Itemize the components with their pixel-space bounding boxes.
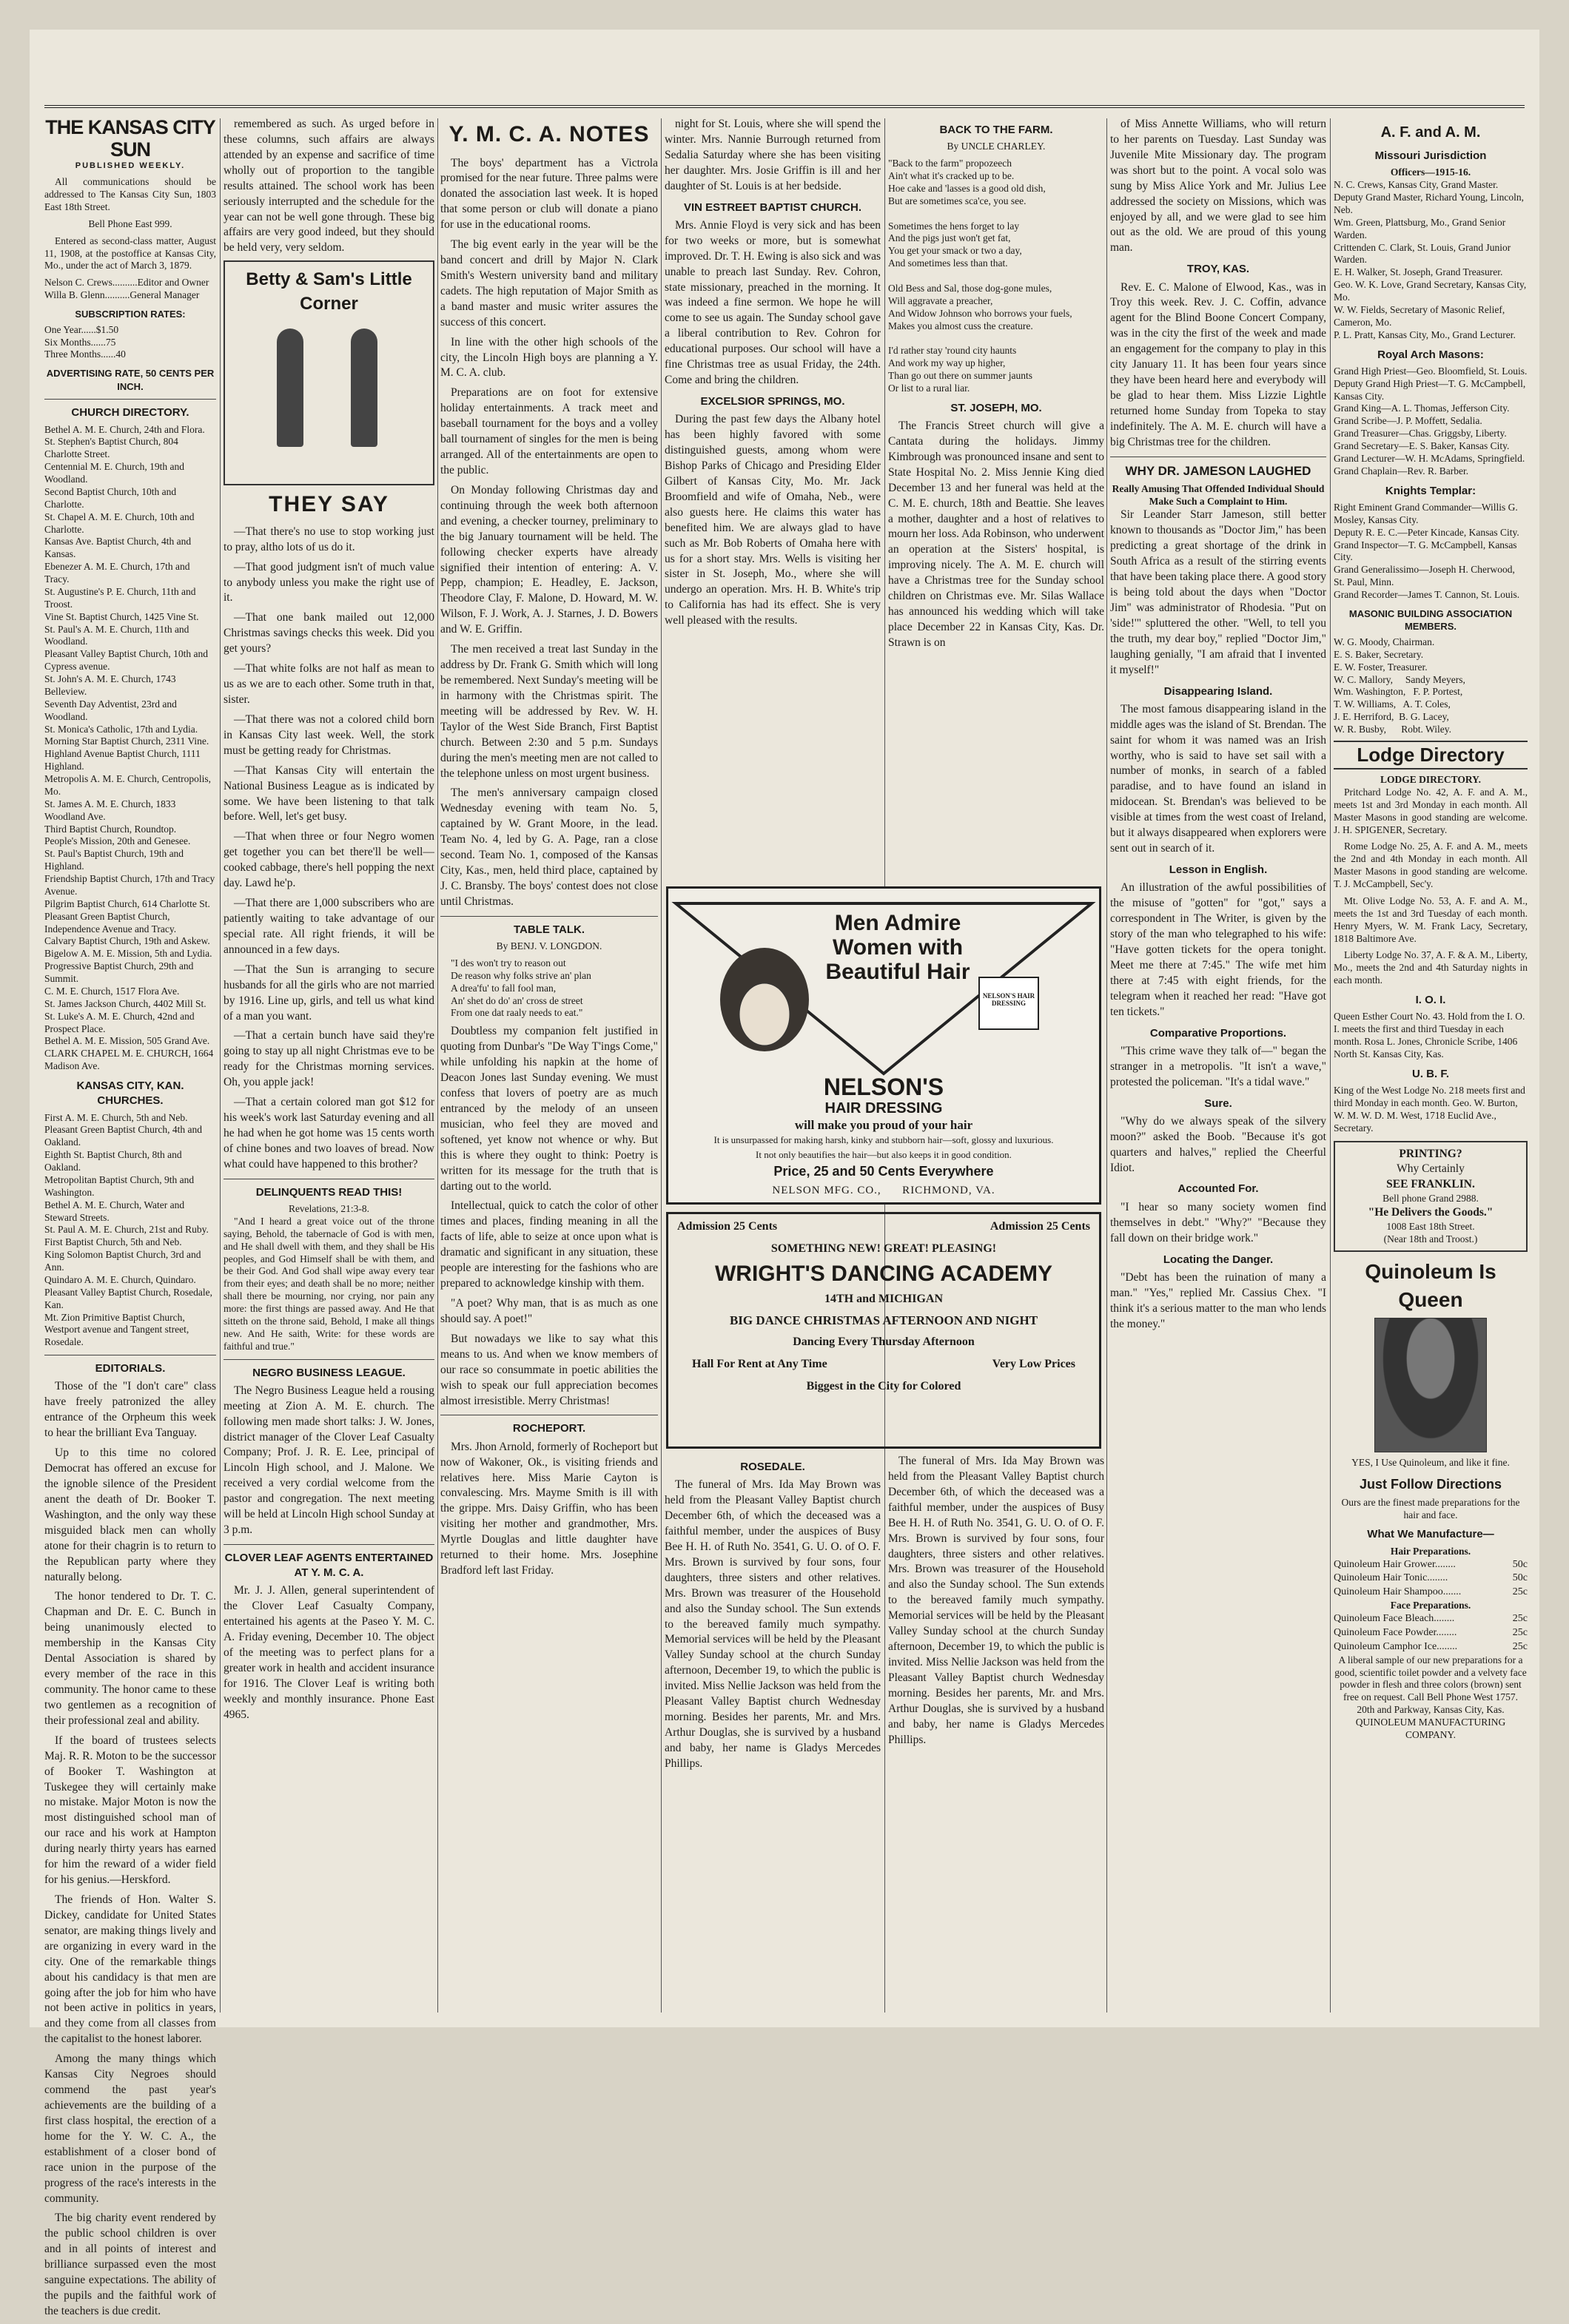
masonic-title: A. F. and A. M. [1380,124,1481,141]
building-members [1334,636,1528,736]
church-entry: Metropolitan Baptist Church, 9th and Washington. [44,1173,195,1198]
price-row [1334,1640,1528,1654]
directions-title: Just Follow Directions [1359,1477,1502,1492]
ymca-paragraph: Preparations are on foot for extensive holiday entertainments. A track meet and baseball tournament for the boys and a volley ball tournament of singles for the men is being arranged. All of the entertainments are open to the public. [440,386,658,477]
cartoon-figure-girl [277,329,303,447]
ioi-title: I. O. I. [1415,994,1446,1007]
column-3 [440,117,658,1583]
editorial-paragraph: The friends of Hon. Walter S. Dickey, candidate for United States senator, are making things lively and are organizing in every ward in the city. One of the remarkable things about his candidacy is that men are going after the job for him who have not been active in politics in years, and they come from all classes from the capitalist to the honest laborer. [44,1893,216,2046]
dancing-academy-ad [666,1212,1101,1449]
ymca-paragraph: The boys' department has a Victrola promised for the near future. Three palms were donated the association last week. It is hoped that some person or club will donate a piano for use in the educational rooms. [440,156,658,232]
column-1 [44,117,216,2324]
church-entry: King Solomon Baptist Church, 3rd and Ann. [44,1249,201,1273]
delinquents-ref: Revelations, 21:3-8. [288,1203,370,1214]
church-entry: Vine St. Baptist Church, 1425 Vine St. [44,610,199,622]
price-row [1334,1558,1528,1572]
nelson-brand: NELSON'S [823,1074,944,1100]
column-7 [1334,117,1528,1742]
price-item-price: 25c [1512,1640,1528,1652]
advertising-rate: ADVERTISING RATE, 50 CENTS PER INCH. [46,368,215,392]
rocheport-title: ROCHEPORT. [512,1422,586,1435]
member-entry: E. S. Baker, Secretary. [1334,648,1424,660]
member-entry: W. C. Mallory, Sandy Meyers, [1334,673,1465,685]
accounted-title: Accounted For. [1177,1182,1259,1196]
church-entry: St. Stephen's Baptist Church, 804 Charlotte Street. [44,436,178,460]
building-title: MASONIC BUILDING ASSOCIATION MEMBERS. [1348,607,1513,633]
excelsior-text: During the past few days the Albany hotel has been highly favored with some distinguished guests, among whom were Bishop Parks of Chicago and Presiding Elder Gilbert of Kansas City, Mo. Mr. Jack Broomfield and wife of Omaha, Neb., were also guests here. He claims this water has benefited him. We are always glad to have such as Mr. Bob Roberts of Omaha here with us for a short stay. Mrs. Wells is visiting her sister in St. Joseph, Mo., where she will undergo an operation. Mrs. H. B. White's trip to California has had its effect. She is very well pleased with the results. [665,413,881,627]
church-entry: Mt. Zion Primitive Baptist Church, Westport avenue and Tangent street, Rosedale. [44,1311,189,1348]
officer-entry: Grand Lecturer—W. H. McAdams, Springfield. [1334,452,1525,464]
officer-entry: Grand Treasurer—Chas. Griggsby, Liberty. [1334,428,1507,439]
rosedale-title: ROSEDALE. [740,1461,805,1473]
officer-entry: P. L. Pratt, Kansas City, Mo., Grand Lecturer. [1334,329,1516,340]
officer-entry: Grand Recorder—James T. Cannon, St. Louis. [1334,589,1520,600]
dance-hall: Hall For Rent at Any Time [692,1358,827,1370]
comparative-title: Comparative Proportions. [1149,1026,1287,1040]
they-say-item: —That a certain bunch have said they're going to stay up all night Christmas eve to be ready for the Christmas morning services. Oh, you apple jack! [224,1029,434,1089]
lodge-list [1334,787,1528,987]
masthead-info: All communications should be addressed to The Kansas City Sun, 1803 East 18th Street. Bell Phone East 999. Entered as second-class matter, August 11, 1908, at the postoffice at Kansas City, Mo., under the act of March 3, 1879. Nelson C. Crews..........Editor and Owner Willa B. Glenn..........General Manager [44,176,216,301]
masthead-subtitle: PUBLISHED WEEKLY. [75,161,186,171]
column-5-bottom [888,1454,1104,2016]
officer-entry: Right Eminent Grand Commander—Willis G. Mosley, Kansas City. [1334,501,1518,525]
they-say-item: —That there's no use to stop working just to pray, altho lots of us do it. [224,525,434,553]
masonic-officers-heading: Officers—1915-16. [1390,166,1471,178]
officer-entry: Deputy R. E. C.—Peter Kincade, Kansas City. [1334,526,1519,538]
masonic-officers [1334,179,1528,341]
they-say-item: —That Kansas City will entertain the National Business League as is indicated by some. We have been listening to that talk before. Well, let's get busy. [224,764,434,823]
church-entry: St. Paul's Baptist Church, 19th and Highland. [44,848,184,872]
ymca-body [440,156,658,910]
church-entry: Morning Star Baptist Church, 2311 Vine. [44,735,209,747]
header-rule [44,105,1525,108]
church-entry: Pleasant Valley Baptist Church, 10th and Cypress avenue. [44,648,208,673]
dance-lead: SOMETHING NEW! GREAT! PLEASING! [770,1242,997,1255]
royal-arch-title: Royal Arch Masons: [1377,348,1484,361]
price-item-name: Quinoleum Hair Shampoo....... [1334,1586,1462,1598]
member-entry: J. E. Herriford, B. G. Lacey, [1334,711,1449,723]
church-entry: St. James Jackson Church, 4402 Mill St. [44,997,206,1009]
delinquents-text: "And I heard a great voice out of the throne saying, Behold, the tabernacle of God is with men, and He shall dwell with them, and they shall be His peoples, and God Himself shall be with them, and be their God. And God shall wipe away every tear from their eyes; and death shall be no more; neither shall there be mourning, nor crying, nor pain any more: the first things are passed away. And He that sitteth on the throne said, Behold, I make all things new. And He saith, Write: for these words are faithful and true." [224,1215,434,1352]
church-entry: Eighth St. Baptist Church, 8th and Oakland. [44,1149,182,1173]
church-entry: First A. M. E. Church, 5th and Neb. [44,1111,188,1123]
subscription-rates: One Year......$1.50 Six Months......75 Three Months......40 [44,323,126,360]
ymca-paragraph: The men received a treat last Sunday in the address by Dr. Frank G. Smith which will long be remembered. Next Sunday's meeting will be in harmony with the Christmas spirit. The meeting will be addressed by Rev. W. H. Taylor of the West Side Branch, First Baptist church. Between 2:30 and 5 p.m. Sundays during the men's meeting men are not called to the telephone unless on most urgent business. [440,643,658,780]
officer-entry: E. H. Walker, St. Joseph, Grand Treasurer. [1334,266,1503,278]
hair-price-list [1334,1558,1528,1600]
knights-title: Knights Templar: [1385,484,1476,497]
sure-title: Sure. [1204,1097,1232,1110]
member-entry: Wm. Washington, F. P. Portest, [1334,686,1463,698]
price-item-name: Quinoleum Face Powder........ [1334,1626,1457,1638]
church-entry: St. Paul's A. M. E. Church, 11th and Woodland. [44,623,189,647]
lesson-title: Lesson in English. [1169,863,1268,876]
church-entry: St. Luke's A. M. E. Church, 42nd and Prospect Place. [44,1010,195,1034]
church-entry: C. M. E. Church, 1517 Flora Ave. [44,985,180,997]
they-say-item: —That there are 1,000 subscribers who are patiently waiting to take advantage of our special rate. All right friends, it will be announced in a few days. [224,897,434,956]
admission-left: Admission 25 Cents [677,1220,778,1233]
church-entry: Bethel A. M. E. Mission, 505 Grand Ave. [44,1035,210,1047]
church-entry: Pleasant Valley Baptist Church, Rosedale, Kan. [44,1286,212,1310]
jameson-sub: Really Amusing That Offended Individual Should Make Such a Complaint to Him. [1112,482,1325,507]
column2-intro: remembered as such. As urged before in these columns, such affairs are always attended by an expense and sacrifice of time wholly out of proportion to the tangible results attained. The school work has been seriously interrupted and the schedule for the year can not be well gone through. These big affairs are very good indeed, but they should be held very, very seldom. [224,118,434,255]
price-row [1334,1612,1528,1626]
column-4-bottom [665,1454,881,2016]
they-say-item: —That one bank mailed out 12,000 Christmas savings checks this week. Did you get yours? [224,611,434,656]
nelson-body: It is unsurpassed for making harsh, kinky and stubborn hair—soft, glossy and luxurious. [713,1134,1054,1145]
they-say-items [224,525,434,1173]
ubf-title: U. B. F. [1411,1067,1449,1080]
farm-byline: By UNCLE CHARLEY. [947,141,1046,152]
table-talk-body [440,1024,658,1409]
ymca-paragraph: In line with the other high schools of the city, the Lincoln High boys are planning a Y. M. C. A. club. [440,335,658,380]
church-entry: Ebenezer A. M. E. Church, 17th and Tracy. [44,561,190,585]
knights-officers [1334,502,1528,602]
table-talk-paragraph: But nowadays we like to say what this means to us. And when we know members of our race so consummate in poetic abilities the wish to speak our full appreciation becomes almost irresistible. Merry Christmas! [440,1332,658,1407]
nelson-product: HAIR DRESSING [824,1100,943,1116]
officer-entry: Crittenden C. Clark, St. Louis, Grand Junior Warden. [1334,241,1511,266]
rosedale-text: The funeral of Mrs. Ida May Brown was held from the Pleasant Valley Baptist church December 6th, of which the deceased was a faithful member, under the auspices of Busy Bee H. H. of Ruth No. 3541, G. U. O. of O. F. Mrs. Brown is survived by four sons, four daughters, three sisters and other relatives. Mrs. Brown was treasurer of the Household and also the Sunday school. The Sun extends to the bereaved family much sympathy. Memorial services will be held by the Pleasant Valley Sunday school at the church Sunday afternoon, December 19, to which the public is invited. Miss Nellie Jackson was held from the Pleasant Valley Baptist church Wednesday morning. Besides her parents, Mr. and Mrs. Arthur Douglas, she is survived by a husband and baby, her name is Gladys Mercedes Phillips. [665,1478,881,1770]
editorial-paragraph: Among the many things which Kansas City Negroes should commend the past year's achievements are the building of a first class hospital, the erection of a home for the Y. W. C. A., the establishment of a closer bond of race union in the purpose of the progress of the race's interests in the community. [44,2052,216,2205]
editorial-paragraph: Those of the "I don't care" class have freely patronized the alley entrance of the Orpheum this week to hear the brilliant Eva Tanguay. [44,1380,216,1440]
officer-entry: Geo. W. K. Love, Grand Secretary, Kansas City, Mo. [1334,279,1527,303]
jameson-title: WHY DR. JAMESON LAUGHED [1125,463,1311,478]
table-talk-poem: "I des won't try to reason out De reason why folks strive an' plan A drea'fu' to fall fool man, An' shet do do' an' cross de street From one dat raaly needs to eat." [451,957,591,1019]
column-2 [224,117,434,1728]
lodge-entry: Rome Lodge No. 25, A. F. and A. M., meets the 2nd and 4th Monday in each month. All Master Masons in good standing are welcome. T. J. McCampbell, Sec'y. [1334,841,1528,890]
officer-entry: Wm. Green, Plattsburg, Mo., Grand Senior Warden. [1334,216,1506,240]
church-entry: CLARK CHAPEL M. E. CHURCH, 1664 Madison Ave. [44,1048,214,1072]
directions-text: Ours are the finest made preparations for the hair and face. [1341,1496,1520,1520]
nelson-hair-ad [666,886,1101,1205]
accounted-text: "I hear so many society women find themselves in debt." "Why?" "Because they fall down on their bridge work." [1110,1200,1326,1244]
quinoleum-portrait [1374,1318,1487,1452]
nelson-body2: It not only beautifies the hair—but also keeps it in good condition. [756,1149,1012,1160]
kck-churches-title: KANSAS CITY, KAN. CHURCHES. [76,1080,184,1108]
church-entry: Calvary Baptist Church, 19th and Askew. [44,935,210,947]
church-entry: Second Baptist Church, 10th and Charlotte. [44,485,177,510]
dance-every: Dancing Every Thursday Afternoon [793,1336,975,1348]
member-entry: E. W. Foster, Treasurer. [1334,661,1428,673]
ymca-paragraph: On Monday following Christmas day and continuing through the week both afternoon and evening, a checker tourney, preliminary to the big January tournament will be held. The following checker experts have already signified their intention of entering: A. V. Pepp, champion; E. Headley, E. Jackson, Theodore Clay, F. Malone, D. Howard, M. W. Wilson, F. J. Work, A. J. Starnes, J. D. Bowers and W. E. Griffin. [440,483,658,636]
dance-event: BIG DANCE CHRISTMAS AFTERNOON AND NIGHT [729,1313,1038,1327]
editorials-body [44,1379,216,2319]
price-item-price: 25c [1512,1586,1528,1598]
dance-address: 14TH and MICHIGAN [824,1293,944,1305]
officer-entry: Deputy Grand Master, Richard Young, Lincoln, Neb. [1334,192,1525,215]
price-item-price: 25c [1512,1613,1528,1625]
column4-top: night for St. Louis, where she will spend the winter. Mrs. Nannie Burrough returned from Sedalia Saturday where she has been visiting her daughter. Mrs. Josie Griffin is ill and her daughter of St. Louis is at her bedside. [665,118,881,192]
farm-title: BACK TO THE FARM. [939,124,1053,136]
officer-entry: Grand Scribe—J. P. Moffett, Sedalia. [1334,415,1482,427]
dance-prices: Very Low Prices [992,1358,1075,1370]
officer-entry: Grand Chaplain—Rev. R. Barber. [1334,465,1469,476]
jameson-text: Sir Leander Starr Jameson, still better known to thousands as "Doctor Jim," has been predicting a great shortage of the drink in South Africa as a result of the stirring events that have been taking place there. A good story is being told about the days when "Doctor Jim" was administrator of Rhodesia. "Put on 'side!'" spluttered the other. "Well, to tell you the truth, my dear boy," replied "Doctor Jim," laughing genially, "I am afraid that I invented it myself!" [1110,508,1326,676]
price-item-name: Quinoleum Face Bleach........ [1334,1613,1455,1625]
comparative-text: "This crime wave they talk of—" began the stranger in a metropolis. "It isn't a wave," protested the policeman. "It's a tidal wave." [1110,1044,1326,1088]
officer-entry: Grand King—A. L. Thomas, Jefferson City. [1334,403,1510,414]
editorials-title: EDITORIALS. [95,1362,166,1375]
church-entry: Bethel A. M. E. Church, Water and Steward Streets. [44,1199,185,1223]
kck-church-list [44,1112,216,1350]
table-talk-paragraph: Doubtless my companion felt justified in quoting from Dunbar's "De Way T'ings Come," while unfolding his napkin at the home of Deacon Jones last Sunday evening. We must confess that lovers of poetry are as much entranced by the melody of an unseen musician, who feel they are moved and softened, yet know not whence or why. But this is where they ought to think: Poetry is written for its message for the truth that is darting out to the world. [440,1025,658,1193]
table-talk-paragraph: "A poet? Why man, that is as much as one should say. A poet!" [440,1297,658,1325]
rocheport-text: Mrs. Jhon Arnold, formerly of Rocheport but now of Wakoner, Ok., is visiting friends and relatives here. Miss Marie Cayton is convalescing. Mrs. Mayme Smith is ill with the grippe. Mrs. Daisy Griffin, who has been visiting her mother and grandmother, Mrs. Myrtle Douglas and little daughter have returned to their home. Mrs. Josephine Bradford left last Friday. [440,1440,658,1577]
church-entry: Metropolis A. M. E. Church, Centropolis, Mo. [44,773,211,797]
clover-text: Mr. J. J. Allen, general superintendent of the Clover Leaf Casualty Company, entertained his agents at the Paseo Y. M. C. A. Friday evening, December 10. The object of the meeting was to perfect plans for a greater work in health and accident insurance for 1916. The Clover Leaf is writing both weekly and monthly insurance. Phone East 4965. [224,1584,434,1721]
hair-heading: Hair Preparations. [1390,1545,1471,1557]
cartoon-figure-boy [351,329,377,447]
church-entry: Friendship Baptist Church, 17th and Tracy Avenue. [44,873,215,897]
member-entry: W. R. Busby, Robt. Wiley. [1334,724,1451,735]
price-row [1334,1626,1528,1640]
they-say-item: —That there was not a colored child born in Kansas City last week. Well, the stork must be getting ready for Christmas. [224,713,434,757]
column-4-top [665,117,881,879]
excelsior-title: EXCELSIOR SPRINGS, MO. [700,395,845,408]
dance-footer: Biggest in the City for Colored [806,1380,961,1392]
quinoleum-footer: A liberal sample of our new preparations for a good, scientific toilet powder and a velvety face powder in flesh and three colors (brown) sent free on request. Call Bell Phone West 1757. 20th and Parkway, Kansas City, Kas. QUINOLEUM MANUFACTURING COMPANY. [1334,1654,1527,1740]
price-item-name: Quinoleum Hair Grower........ [1334,1558,1456,1570]
church-entry: Bethel A. M. E. Church, 24th and Flora. [44,423,205,435]
lodge-entry: Mt. Olive Lodge No. 53, A. F. and A. M., meets the 1st and 3rd Tuesday of each month. Henry Myers, W. M. Frank Lacy, Secretary, 1818 Baltimore Ave. [1334,895,1528,944]
table-talk-byline: By BENJ. V. LONGDON. [496,940,602,952]
masthead-title: THE KANSAS CITY SUN [45,117,215,161]
price-row [1334,1572,1528,1586]
printing-ad: PRINTING? Why Certainly SEE FRANKLIN. Bell phone Grand 2988. "He Delivers the Goods." 1008 East 18th Street. (Near 18th and Troost.) [1334,1141,1528,1252]
price-item-price: 50c [1512,1558,1528,1570]
troy-text: Rev. E. C. Malone of Elwood, Kas., was in Troy this week. Rev. J. C. Coffin, advance agent for the Blind Boone Concert Company, was in the city the first of the week and made an engagement for the company to play in this city January 11. It has been four years since they have been heard here and everybody will be glad to hear them. Miss Lizzie Lightle returned home Sunday from Topeka to stay indefinitely. The A. M. E. church will have a big Christmas tree for the children. [1110,280,1326,448]
church-directory-list [44,424,216,1074]
nelson-maker: NELSON MFG. CO., RICHMOND, VA. [772,1185,995,1196]
troy-title: TROY, KAS. [1186,263,1250,276]
officer-entry: Deputy Grand High Priest—T. G. McCampbell, Kansas City. [1334,377,1526,402]
price-item-price: 50c [1512,1572,1528,1584]
stjoe-title: ST. JOSEPH, MO. [950,401,1042,414]
they-say-item: —That good judgment isn't of much value to anybody unless you make the right use of it. [224,560,434,604]
church-entry: St. Chapel A. M. E. Church, 10th and Charlotte. [44,511,195,535]
church-entry: Seventh Day Adventist, 23rd and Woodland. [44,698,177,722]
helena-text: The funeral of Mrs. Ida May Brown was held from the Pleasant Valley Baptist church December 6th, of which the deceased was a faithful member, under the auspices of Busy Bee H. H. of Ruth No. 3541, G. U. O. of O. F. Mrs. Brown is survived by four sons, four daughters, three sisters and other relatives. Mrs. Brown was treasurer of the Household and also the Sunday school. The Sun extends to the bereaved family much sympathy. Memorial services will be held by the Pleasant Valley Sunday school at the church Sunday afternoon, December 19, to which the public is invited. Miss Nellie Jackson was held from the Pleasant Valley Baptist church Wednesday morning. Besides her parents, Mr. and Mrs. Arthur Douglas, she is survived by a husband and baby, her name is Gladys Mercedes Phillips. [888,1455,1104,1746]
church-entry: St. Monica's Catholic, 17th and Lydia. [44,723,198,735]
stjoe-text: The Francis Street church will give a Cantata during the holidays. Jimmy Kimbrough was pronounced insane and sent to State Hospital No. 2. Miss Jennie King died December 13 and her funeral was held at the C. M. E. church, 18th and Beattie. She leaves a mother, daughter and a host of relatives to mourn her loss. Ada Robinson, who underwent an operation at the Sisters' hospital, is improving nicely. The A. M. E. church will have a Christmas tree for the Sunday school children on Christmas eve. Mr. Silas Wallace has announced his wedding which will take place December 22 in Kansas City, Kas. Dr. Strawn is on [888,420,1104,649]
they-say-item: —That a certain colored man got $12 for his week's work last Saturday evening and all he had when he got home was 15 cents worth of chine bones and two loaves of bread. Now what could have happened to this brother? [224,1096,434,1171]
they-say-item: —That white folks are not half as mean to us as we are to each other. Some truth in that, sister. [224,662,434,707]
church-entry: St. Paul A. M. E. Church, 21st and Ruby. [44,1224,209,1236]
ubf-text: King of the West Lodge No. 218 meets first and third Monday in each month. Geo. W. Burton, W. M. W. D. M. West, 1718 Euclid Ave., Secretary. [1334,1085,1525,1134]
quinoleum-title: Quinoleum Is Queen [1365,1259,1496,1311]
officer-entry: W. W. Fields, Secretary of Masonic Relief, Cameron, Mo. [1334,303,1505,328]
editorial-paragraph: The big charity event rendered by the public school children is over and in all points of interest and brilliance surpassed even the most sanguine expectations. The ability of the pupils and the faithful work of the teachers is due credit. [44,2212,216,2317]
face-heading: Face Preparations. [1390,1600,1471,1611]
church-directory-title: CHURCH DIRECTORY. [71,406,189,420]
church-entry: Pleasant Green Baptist Church, Independence Avenue and Tracy. [44,910,177,934]
quinoleum-caption: YES, I Use Quinoleum, and like it fine. [1351,1457,1510,1469]
nelson-price: Price, 25 and 50 Cents Everywhere [773,1164,994,1179]
editorial-paragraph: If the board of trustees selects Maj. R. R. Moton to be the successor of Booker T. Washington at Tuskegee they will certainly make no mistake. Major Moton is now the most distinguished school man of our race and his work at Hampton during nearly thirty years has earned for him the reward of a wider field for his genius.—Herskford. [44,1734,216,1887]
column-6 [1110,117,1326,1336]
nbl-text: The Negro Business League held a rousing meeting at Zion A. M. E. church. The following men made short talks: J. W. Jones, district manager of the Clover Leaf Casualty Company; Prof. J. R. E. Lee, principal of Lincoln High school, and J. Malone. We received a very cordial welcome from the pastor and congregation. The next meeting will be held at Lincoln High school Sunday at 3 p.m. [224,1384,434,1537]
ymca-paragraph: The big event early in the year will be the band concert and drill by Major N. Clark Smith's Western university band and military cadets. The high reputation of Major Smith as a band master and music writer assures the success of this concert. [440,238,658,329]
price-item-name: Quinoleum Camphor Ice........ [1334,1640,1458,1652]
church-entry: St. Augustine's P. E. Church, 11th and Troost. [44,585,196,610]
nelson-headline: Men Admire Women with Beautiful Hair [825,911,970,984]
dance-name: WRIGHT'S DANCING ACADEMY [714,1262,1052,1286]
editorial-paragraph: Up to this time no colored Democrat has offered an excuse for the ignoble silence of the President anent the death of Dr. Booker T. Washington, and the only way these misguided black men can wholly atone for their chagrin is to return to the Republican party where they naturally belong. [44,1446,216,1583]
ymca-title: Y. M. C. A. NOTES [448,122,650,146]
betty-sam-title: Betty & Sam's Little Corner [246,269,412,314]
column6-top: of Miss Annette Williams, who will return to her parents on Tuesday. Last Sunday was Juvenile Mite Missionary day. The program was short but to the point. A vocal solo was sung by Miss Alice York and Mr. Julius Lee addressed the society on Missions, which was enjoyed by all, and we were glad to see him out as the old. We are proud of this young man. [1110,118,1326,255]
delinquents-title: DELINQUENTS READ THIS! [255,1185,403,1199]
admission-right: Admission 25 Cents [990,1220,1090,1233]
church-entry: St. John's A. M. E. Church, 1743 Belleview. [44,673,176,697]
nbl-title: NEGRO BUSINESS LEAGUE. [252,1366,406,1379]
danger-title: Locating the Danger. [1163,1253,1274,1266]
lodge-directory-title: Lodge Directory [1334,741,1528,769]
vine-title: VIN ESTREET BAPTIST CHURCH. [683,201,861,214]
betty-sam-cartoon [224,260,434,485]
church-entry: Third Baptist Church, Roundtop. [44,823,177,835]
price-item-name: Quinoleum Hair Tonic........ [1334,1572,1448,1584]
member-entry: T. W. Williams, A. T. Coles, [1334,698,1451,710]
officer-entry: Grand Generalissimo—Joseph H. Cherwood, St. Paul, Minn. [1334,564,1515,588]
editorial-paragraph: The honor tendered to Dr. T. C. Chapman and Dr. E. C. Bunch in being unanimously elected to membership in the Kansas City Dental Association is shared by every member of the race in this community. The honor came to these two gentlemen as a recognition of their professional zeal and ability. [44,1590,216,1727]
church-entry: First Baptist Church, 5th and Neb. [44,1236,182,1248]
lodge-directory-subtitle: LODGE DIRECTORY. [1380,774,1482,786]
officer-entry: Grand Inspector—T. G. McCampbell, Kansas City. [1334,539,1517,563]
subscription-heading: SUBSCRIPTION RATES: [75,309,186,320]
newspaper-page [30,30,1539,2317]
church-entry: Kansas Ave. Baptist Church, 4th and Kansas. [44,536,192,560]
danger-text: "Debt has been the ruination of many a man." "Yes," replied Mr. Cassius Chex. "I think it's a serious matter to the man who lends the money." [1110,1270,1326,1330]
member-entry: W. G. Moody, Chairman. [1334,636,1435,647]
church-entry: Quindaro A. M. E. Church, Quindaro. [44,1273,196,1285]
church-entry: Progressive Baptist Church, 29th and Summit. [44,960,194,985]
church-entry: Bigelow A. M. E. Mission, 5th and Lydia. [44,948,212,960]
lodge-entry: Liberty Lodge No. 37, A. F. & A. M., Liberty, Mo., meets the 2nd and 4th Saturday nights in each month. [1334,949,1528,986]
they-say-item: —That the Sun is arranging to secure husbands for all the girls who are not married by 1916. Line up, girls, and tell us what kind of a man you want. [224,963,434,1023]
lesson-text: An illustration of the awful possibilities of the misuse of "gotten" for "got," says a correspondent in The Writer, is given by the story of the man who telegraphed to his wife: "Have gotten tickets for the opera tonight. Meet me there at 7:45." The wife met him there at 7:45 with eight friends, for the telegram when it reached her read: "Have got ten tickets." [1110,881,1326,1018]
officer-entry: N. C. Crews, Kansas City, Grand Master. [1334,179,1499,191]
nelson-tagline: will make you proud of your hair [794,1118,973,1132]
island-title: Disappearing Island. [1163,684,1273,698]
they-say-title: THEY SAY [269,492,389,517]
sure-text: "Why do we always speak of the silvery moon?" asked the Boob. "Because it's got quarters and halves," replied the Cheerful Idiot. [1110,1114,1326,1174]
ioi-text: Queen Esther Court No. 43. Hold from the I. O. I. meets the first and third Tuesday in each month. Rosa L. Jones, Chronicle Scribe, 1406 North St. Kansas City, Kas. [1334,1011,1525,1060]
they-say-item: —That when three or four Negro women get together you can bet there'll be well—cooked cabbage, there's hell popping the next day. Lawd he'p. [224,830,434,890]
table-talk-title: TABLE TALK. [513,923,585,936]
church-entry: St. James A. M. E. Church, 1833 Woodland Ave. [44,798,176,822]
officer-entry: Grand High Priest—Geo. Bloomfield, St. Louis. [1334,365,1528,377]
ymca-paragraph: The men's anniversary campaign closed Wednesday evening with team No. 5, captained by W. Grant Moore, in the lead. Team No. 4, led by G. A. Page, ran a close second. Team No. 1, composed of the Kansas City, Kas., men, held third place, captained by J. C. Bransby. The boys' contest does not close until Christmas. [440,787,658,908]
royal-arch-officers [1334,366,1528,478]
church-entry: Pleasant Green Baptist Church, 4th and Oakland. [44,1124,202,1148]
church-entry: People's Mission, 20th and Genesee. [44,835,191,847]
column-5-top [888,117,1104,879]
church-entry: Pilgrim Baptist Church, 614 Charlotte St. [44,897,210,909]
church-entry: Highland Avenue Baptist Church, 1111 Highland. [44,748,201,772]
island-text: The most famous disappearing island in the middle ages was the island of St. Brendan. The saint for whom it was named was an Irish worthy, who is said to have set sail with a number of monks, in search of a fabled paradise, and to have found an island in midocean. St. Brendan's was believed to be visible at times from the west coast of Ireland, but it always disappeared when explorers were sent out in search of it. [1110,702,1326,855]
table-talk-paragraph: Intellectual, quick to catch the color of other times and places, finding meaning in all the facts of life, able to seize at once upon what is dramatic and significant in any situation, these people are interesting for the fashions who are prepared to acknowledge kinship with them. [440,1199,658,1290]
price-item-price: 25c [1512,1626,1528,1638]
church-entry: Centennial M. E. Church, 19th and Woodland. [44,461,184,485]
nelson-jar-label: NELSON'S HAIR DRESSING [982,992,1035,1007]
face-price-list [1334,1612,1528,1654]
masonic-jurisdiction: Missouri Jurisdiction [1374,149,1487,162]
vine-text: Mrs. Annie Floyd is very sick and has been for two weeks or more, but is somewhat improved. Dr. T. H. Ewing is also sick and was unable to preach last Sunday. Rev. Cohron, state missionary, preached in the morning. It was indeed a fine sermon. We hope he will come to see us again. The Sunday school gave a liberal contribution to Rev. Cohron for educational purposes. Our school will have a fine Christmas tree as usual Friday, the 24th. Come and bring the children. [665,218,881,387]
price-row [1334,1586,1528,1600]
officer-entry: Grand Secretary—E. S. Baker, Kansas City. [1334,440,1510,451]
farm-poem: "Back to the farm" propozeech Ain't what it's cracked up to be. Hoe cake and 'lasses is a good old dish, But are sometimes sca'ce, you see. Sometimes the hens forget to lay And the pigs just won't get fat, You get your smack or two a day, And sometimes less than that. Old Bess and Sal, those dog-gone mules, Will aggravate a preacher, And Widow Johnson who borrows your fuels, Makes you almost cuss the creature. I'd rather stay 'round city haunts And work my way up higher, Than go out there on summer jaunts Or list to a rural liar. [888,158,1072,394]
manufacture-title: What We Manufacture— [1367,1528,1494,1541]
lodge-entry: Pritchard Lodge No. 42, A. F. and A. M., meets 1st and 3rd Monday in each month. All Master Masons in good standing are welcome. J. H. SPIGENER, Secretary. [1334,786,1528,835]
clover-title: CLOVER LEAF AGENTS ENTERTAINED AT Y. M. C. A. [224,1551,434,1580]
